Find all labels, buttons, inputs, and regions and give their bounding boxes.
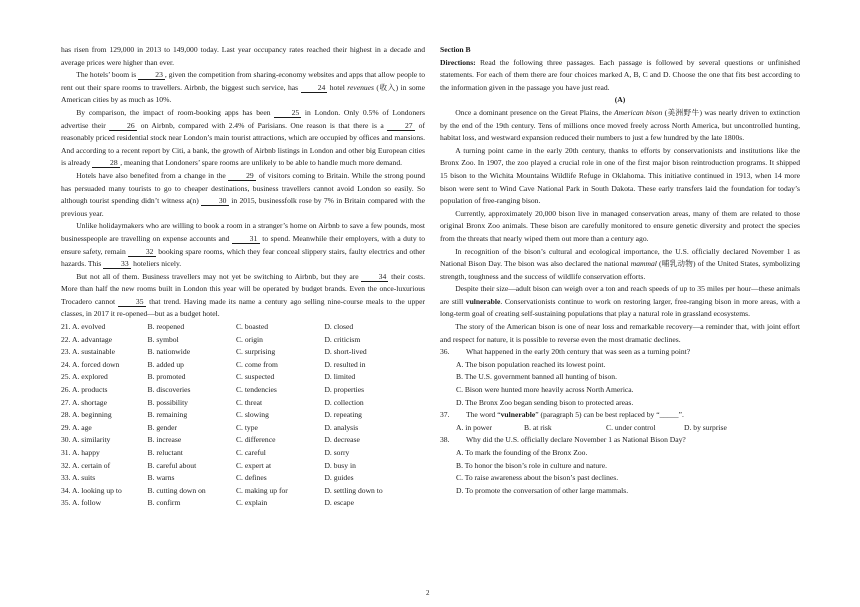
- cloze-paragraph-4: Unlike holidaymakers who are willing to book a room in a stranger’s home on Airbnb to save a few pounds, most businesspeople are travelling on expense accounts and 31 to spend. Meanwhile their employers, with a duty to ensure safety, remain 32 booking spare rooms, which they fear conceal slippery stairs, faulty electrics and other hazards. This 33 hoteliers nicely.: [61, 221, 426, 269]
- option-25-d[interactable]: D. limited: [324, 372, 356, 382]
- option-32-d[interactable]: D. busy in: [324, 460, 356, 470]
- question-number: 36.: [440, 347, 450, 357]
- option-28-c[interactable]: C. slowing: [235, 410, 269, 420]
- option-22-d[interactable]: D. criticism: [324, 334, 361, 344]
- option-row: [61, 472, 425, 485]
- option-28-d[interactable]: D. repeating: [324, 410, 362, 420]
- option-25-c[interactable]: C. suspected: [235, 372, 275, 382]
- q36-choice-d[interactable]: D. The Bronx Zoo began sending bison to protected areas.: [456, 397, 634, 407]
- option-23-d[interactable]: D. short-lived: [324, 347, 367, 357]
- option-21-b[interactable]: B. reopened: [147, 322, 185, 332]
- passage-paragraph-5: Despite their size—adult bison can weigh over a ton and reach speeds of up to 35 miles per hour—these animals are still vulnerable. Conservationists continue to work on restoring larger, free-ranging bison in more areas, with a long-term goal of creating self-sustaining populations that play a natural role in grassland ecosystems.: [440, 284, 800, 319]
- option-21-c[interactable]: C. boasted: [235, 322, 269, 332]
- option-35-d[interactable]: D. escape: [324, 498, 354, 508]
- option-25-a[interactable]: 25. A. explored: [61, 372, 108, 382]
- option-25-b[interactable]: B. promoted: [147, 372, 186, 382]
- blank-34: 34: [361, 272, 388, 282]
- q36-choice-a[interactable]: A. The bison population reached its lowest point.: [456, 359, 606, 369]
- blank-33: 33: [103, 259, 131, 269]
- option-27-d[interactable]: D. collection: [324, 397, 364, 407]
- option-24-c[interactable]: C. come from: [235, 359, 278, 369]
- option-31-d[interactable]: D. sorry: [324, 448, 350, 457]
- option-row: [61, 409, 425, 422]
- option-29-d[interactable]: D. analysis: [324, 422, 359, 432]
- question-38: [440, 434, 800, 447]
- option-35-b[interactable]: B. confirm: [147, 498, 181, 508]
- passage-paragraph-6: The story of the American bison is one of near loss and remarkable recovery—a reminder that, with joint effort and respect for nature, it is possible to reverse even the most dramatic declines.: [440, 322, 800, 344]
- option-21-a[interactable]: 21. A. evolved: [61, 322, 106, 332]
- q37-choice-d[interactable]: D. by surprise: [684, 422, 727, 432]
- option-row: [61, 371, 425, 384]
- option-row: [61, 460, 425, 473]
- q37-choice-b[interactable]: B. at risk: [524, 422, 552, 432]
- option-33-c[interactable]: C. defines: [235, 473, 267, 483]
- option-30-d[interactable]: D. decrease: [324, 435, 360, 445]
- question-36: [440, 346, 800, 359]
- option-32-c[interactable]: C. expert at: [235, 460, 272, 470]
- option-34-a[interactable]: 34. A. looking up to: [61, 485, 122, 495]
- option-34-b[interactable]: B. cutting down on: [147, 485, 206, 495]
- q37-choice-a[interactable]: A. in power: [456, 422, 493, 432]
- options-table: [61, 321, 425, 510]
- right-column: [440, 44, 800, 497]
- option-24-b[interactable]: B. added up: [147, 359, 184, 369]
- blank-30: 30: [201, 196, 229, 206]
- question-stem: Why did the U.S. officially declare November 1 as National Bison Day?: [466, 435, 686, 445]
- option-29-c[interactable]: C. type: [235, 422, 258, 432]
- option-23-c[interactable]: C. surprising: [235, 347, 276, 357]
- blank-27: 27: [387, 121, 415, 131]
- option-row: [61, 346, 425, 359]
- blank-31: 31: [232, 234, 260, 244]
- option-29-a[interactable]: 29. A. age: [61, 422, 92, 432]
- blank-32: 32: [128, 247, 156, 257]
- option-row: [61, 359, 425, 372]
- option-row: [61, 497, 425, 510]
- option-row: [61, 485, 425, 498]
- option-33-d[interactable]: D. guides: [324, 473, 354, 483]
- q38-choice-a[interactable]: A. To mark the founding of the Bronx Zoo.: [456, 448, 588, 457]
- option-26-b[interactable]: B. discoveries: [147, 385, 191, 395]
- page-number: 2: [426, 589, 430, 597]
- option-row: [61, 384, 425, 397]
- option-22-a[interactable]: 22. A. advantage: [61, 334, 113, 344]
- option-row: [61, 434, 425, 447]
- passage-label: (A): [614, 95, 626, 105]
- question-stem: What happened in the early 20th century that was seen as a turning point?: [466, 347, 691, 357]
- option-28-b[interactable]: B. remaining: [147, 410, 188, 420]
- option-33-b[interactable]: B. warns: [147, 473, 175, 483]
- option-34-d[interactable]: D. settling down to: [324, 485, 383, 495]
- q38-choice-d[interactable]: D. To promote the conversation of other large mammals.: [456, 485, 629, 495]
- option-22-b[interactable]: B. symbol: [147, 334, 179, 344]
- option-33-a[interactable]: 33. A. suits: [61, 473, 96, 483]
- passage-paragraph-2: A turning point came in the early 20th century, thanks to efforts by conservationists and institutions like the Bronx Zoo. In 1907, the zoo played a crucial role in one of the first major bison reintroduction programs. It shipped 15 bison to the Wichita Mountains Wildlife Refuge in Oklahoma. This initiative continued in 1913, when 14 more bison were sent to Wind Cave National Park in South Dakota. These early transfers laid the foundation for today’s population of free-ranging bison.: [440, 145, 800, 206]
- cloze-paragraph-1: The hotels’ boom is 23 , given the competition from sharing-economy websites and apps that allow people to rent out their spare rooms to travellers. Airbnb, the biggest such service, has 24 hotel revenues (收入) in some American cities by as much as 10%.: [61, 70, 425, 105]
- q37-choice-c[interactable]: C. under control: [606, 422, 656, 432]
- cloze-paragraph-2: By comparison, the impact of room-booking apps has been 25 in London. Only 0.5% of Londoners advertise their 26 on Airbnb, compared with 2.4% of Parisians. One reason is that there is a 27 of reasonably priced residential stock near London’s main tourist attractions, which are occupied by offices and mansions. And according to a recent report by Citi, a bank, the growth of Airbnb listings in London and other big European cities is already 28 , meaning that Londoners’ spare rooms are unlikely to be able to handle much more demand.: [61, 107, 425, 168]
- option-row: [61, 334, 425, 347]
- blank-29: 29: [228, 171, 256, 181]
- blank-25: 25: [274, 108, 301, 118]
- option-31-c[interactable]: C. careful: [235, 448, 266, 457]
- option-27-c[interactable]: C. threat: [235, 397, 263, 407]
- option-24-a[interactable]: 24. A. forced down: [61, 359, 120, 369]
- option-row: [61, 397, 425, 410]
- option-row: [61, 422, 425, 435]
- q36-choice-b[interactable]: B. The U.S. government banned all hunting of bison.: [456, 372, 617, 382]
- option-35-a[interactable]: 35. A. follow: [61, 498, 102, 508]
- option-30-a[interactable]: 30. A. similarity: [61, 435, 111, 445]
- blank-26: 26: [109, 121, 137, 131]
- option-27-a[interactable]: 27. A. shortage: [61, 397, 107, 407]
- cloze-paragraph-3: Hotels have also benefited from a change in the 29 of visitors coming to Britain. While the strong pound has persuaded many tourists to go to cheaper destinations, business travellers cannot avoid London so easily. So although tourist spending didn’t witness a(n) 30 in 2015, businessfolk rose by 7% in Britain compared with the previous year.: [61, 170, 425, 218]
- left-column: [61, 44, 425, 510]
- option-26-a[interactable]: 26. A. products: [61, 385, 108, 395]
- section-title: Section B: [440, 45, 471, 54]
- option-34-c[interactable]: C. making up for: [235, 485, 288, 495]
- option-27-b[interactable]: B. possibility: [147, 397, 188, 407]
- passage-paragraph-1: Once a dominant presence on the Great Plains, the American bison (美洲野牛) was nearly driven to extinction by the end of the 19th century. Tens of millions once moved freely across North America, but uncontrolled hunting, habitat loss, and westward expansion reduced their numbers to just a few hundred by the late 1800s.: [440, 107, 800, 143]
- cloze-paragraph-0: has risen from 129,000 in 2013 to 149,000 today. Last year occupancy rates reached their highest in a decade and average prices were higher than ever.: [61, 45, 425, 67]
- option-29-b[interactable]: B. gender: [147, 422, 177, 432]
- question-number: 38.: [440, 435, 450, 445]
- option-22-c[interactable]: C. origin: [235, 334, 263, 344]
- option-23-a[interactable]: 23. A. sustainable: [61, 347, 115, 357]
- option-24-d[interactable]: D. resulted in: [324, 359, 366, 369]
- q37-choices: [440, 422, 800, 435]
- option-31-a[interactable]: 31. A. happy: [61, 448, 100, 457]
- option-32-b[interactable]: B. careful about: [147, 460, 197, 470]
- question-number: 37.: [440, 410, 450, 420]
- passage-paragraph-3: Currently, approximately 20,000 bison live in managed conservation areas, many of them are related to those original Bronx Zoo animals. These bison are carefully monitored to ensure genetic diversity and protect the species from the threats that nearly wiped them out more than a century ago.: [440, 208, 800, 243]
- option-23-b[interactable]: B. nationwide: [147, 347, 191, 357]
- passage-paragraph-4: In recognition of the bison’s cultural and ecological importance, the U.S. officially declared November 1 as National Bison Day. The bison was also declared the national mammal (哺乳动物) of the United States, symbolizing strength, toughness and the success of wildlife conservation efforts.: [440, 246, 800, 281]
- blank-24: 24: [301, 83, 328, 93]
- blank-35: 35: [118, 297, 146, 307]
- blank-28: 28: [92, 158, 120, 168]
- option-26-d[interactable]: D. properties: [324, 385, 365, 395]
- q38-choice-b[interactable]: B. To honor the bison’s role in culture and nature.: [456, 460, 607, 470]
- cloze-paragraph-5: But not all of them. Business travellers may not yet be switching to Airbnb, but they are 34 their costs. More than half the new rooms built in London this year will be operated by budget brands. Even the once-luxurious Trocadero cannot 35 that trend. Having made its name a century ago selling nine-course meals to the upper classes, in 2017 it re-opened—but as a budget hotel.: [61, 271, 425, 319]
- q36-choice-c[interactable]: C. Bison were hunted more heavily across North America.: [456, 385, 634, 395]
- blank-23: 23: [138, 70, 165, 80]
- option-30-c[interactable]: C. difference: [235, 435, 276, 445]
- directions: Directions: Read the following three passages. Each passage is followed by several questions or unfinished statements. For each of them there are four choices marked A, B, C and D. Choose the one that fits best according to the information given in the passage you have just read.: [440, 57, 800, 92]
- option-21-d[interactable]: D. closed: [324, 322, 354, 332]
- option-31-b[interactable]: B. reluctant: [147, 448, 183, 457]
- option-28-a[interactable]: 28. A. beginning: [61, 410, 112, 420]
- option-row: [61, 321, 425, 334]
- option-32-a[interactable]: 32. A. certain of: [61, 460, 111, 470]
- option-35-c[interactable]: C. explain: [235, 498, 268, 508]
- question-37: 37. The word “vulnerable” (paragraph 5) can be best replaced by “_____”.: [440, 409, 800, 422]
- option-30-b[interactable]: B. increase: [147, 435, 182, 445]
- option-row: [61, 447, 425, 460]
- option-26-c[interactable]: C. tendencies: [235, 385, 277, 395]
- q38-choice-c[interactable]: C. To raise awareness about the bison’s past declines.: [456, 473, 619, 483]
